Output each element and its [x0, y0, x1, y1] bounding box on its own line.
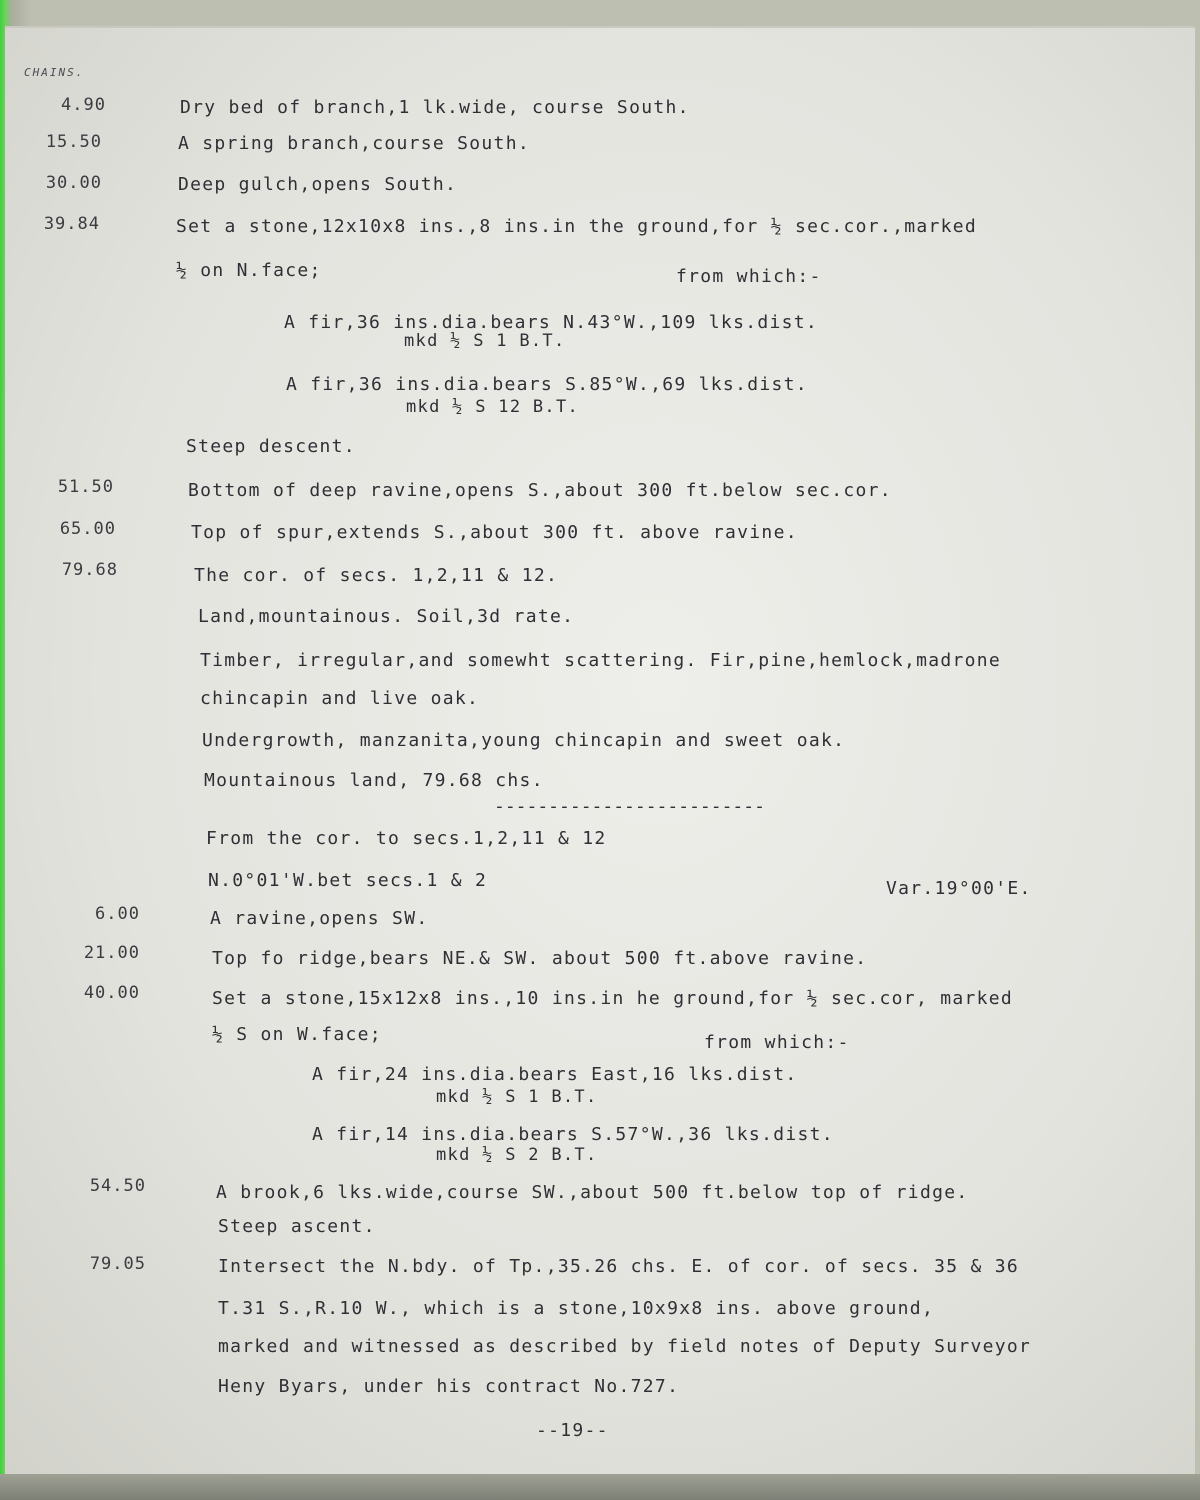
bearing-tree-text: A fir,36 ins.dia.bears N.43°W.,109 lks.dist. — [284, 312, 819, 333]
chain-value: 79.05 — [89, 1254, 146, 1274]
mountainous-land-note: Mountainous land, 79.68 chs. — [204, 770, 544, 791]
section-divider: ------------------------- — [494, 796, 765, 817]
chain-value: 40.00 — [83, 983, 140, 1003]
bearing-tree-text: A fir,14 ins.dia.bears S.57°W.,36 lks.dist. — [312, 1124, 834, 1145]
undergrowth-note: Undergrowth, manzanita,young chincapin and sweet oak. — [202, 730, 846, 751]
binding-edge — [0, 1474, 1200, 1500]
quarter-face-line: ½ on N.face; — [176, 260, 322, 281]
from-which-label: from which:- — [676, 266, 822, 287]
timber-note: Timber, irregular,and somewht scattering. Fir,pine,hemlock,madrone — [200, 650, 1002, 671]
chain-value: 15.50 — [45, 132, 102, 152]
entry-text: A spring branch,course South. — [178, 133, 530, 154]
bearing-line: N.0°01'W.bet secs.1 & 2 — [208, 870, 488, 891]
land-note: Land,mountainous. Soil,3d rate. — [198, 606, 575, 627]
entry-text-cont: T.31 S.,R.10 W., which is a stone,10x9x8 ins. above ground, — [218, 1298, 935, 1319]
entry-text: A ravine,opens SW. — [210, 908, 429, 929]
bearing-tree-text: A fir,24 ins.dia.bears East,16 lks.dist. — [312, 1064, 798, 1085]
entry-text: Set a stone,12x10x8 ins.,8 ins.in the ground,for ½ sec.cor.,marked — [176, 216, 978, 237]
chain-value: 6.00 — [95, 904, 140, 924]
chain-value: 79.68 — [61, 560, 118, 580]
entry-text: Set a stone,15x12x8 ins.,10 ins.in he ground,for ½ sec.cor, marked — [212, 988, 1014, 1009]
bearing-tree-text: A fir,36 ins.dia.bears S.85°W.,69 lks.dist. — [286, 374, 808, 395]
entry-text: A brook,6 lks.wide,course SW.,about 500 ft.below top of ridge. — [216, 1182, 969, 1203]
column-header-chains: CHAINS. — [24, 66, 85, 79]
entry-text-cont: Heny Byars, under his contract No.727. — [218, 1376, 680, 1397]
entry-text: Deep gulch,opens South. — [178, 174, 458, 195]
bearing-tree-mark: mkd ½ S 12 B.T. — [406, 397, 580, 417]
quarter-face-line: ½ S on W.face; — [212, 1024, 382, 1045]
entry-text-cont: marked and witnessed as described by field notes of Deputy Surveyor — [218, 1336, 1032, 1357]
entry-text: Top of spur,extends S.,about 300 ft. above ravine. — [191, 522, 798, 543]
chain-value: 21.00 — [83, 943, 140, 963]
steep-ascent-note: Steep ascent. — [218, 1216, 376, 1237]
entry-text: Bottom of deep ravine,opens S.,about 300 ft.below sec.cor. — [188, 480, 892, 501]
chain-value: 65.00 — [59, 519, 116, 539]
bearing-tree-mark: mkd ½ S 1 B.T. — [404, 331, 566, 351]
chain-value: 51.50 — [57, 477, 114, 497]
steep-descent-note: Steep descent. — [186, 436, 356, 457]
variation-note: Var.19°00'E. — [886, 878, 1032, 899]
entry-text: Top fo ridge,bears NE.& SW. about 500 ft.above ravine. — [212, 948, 868, 969]
timber-note-cont: chincapin and live oak. — [200, 688, 480, 709]
entry-text: Dry bed of branch,1 lk.wide, course South. — [180, 97, 690, 118]
chain-value: 39.84 — [43, 214, 100, 234]
from-corner-line: From the cor. to secs.1,2,11 & 12 — [206, 828, 607, 849]
chain-value: 30.00 — [45, 173, 102, 193]
bearing-tree-mark: mkd ½ S 2 B.T. — [436, 1145, 598, 1165]
chain-value: 54.50 — [89, 1176, 146, 1196]
entry-text: The cor. of secs. 1,2,11 & 12. — [194, 565, 559, 586]
page-number: --19-- — [536, 1420, 609, 1441]
entry-text: Intersect the N.bdy. of Tp.,35.26 chs. E. of cor. of secs. 35 & 36 — [218, 1256, 1020, 1277]
chain-value: 4.90 — [61, 95, 106, 115]
bearing-tree-mark: mkd ½ S 1 B.T. — [436, 1087, 598, 1107]
from-which-label: from which:- — [704, 1032, 850, 1053]
